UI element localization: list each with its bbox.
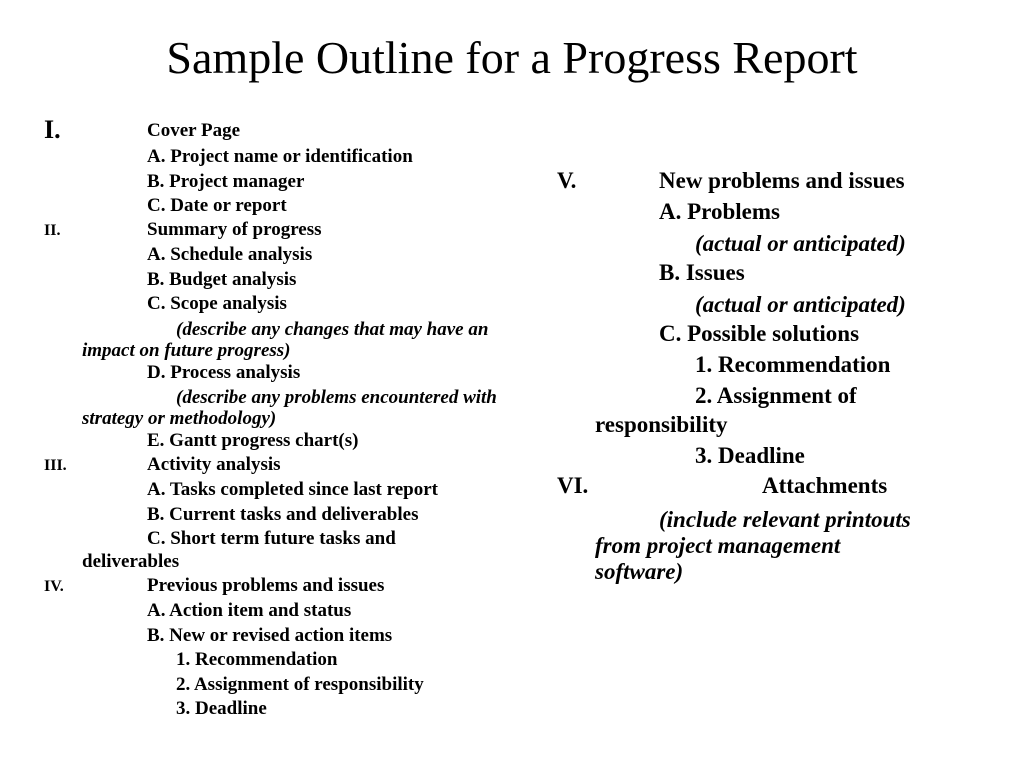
- section-number: III.: [44, 457, 67, 474]
- outline-item: B. Current tasks and deliverables: [147, 504, 419, 525]
- section-number: I.: [44, 115, 61, 144]
- outline-item: C. Short term future tasks and: [147, 528, 396, 549]
- section-number: V.: [557, 168, 577, 193]
- section-number: IV.: [44, 578, 64, 595]
- outline-item: B. Issues: [659, 260, 745, 285]
- section-heading: Attachments: [762, 473, 888, 498]
- outline-note: (include relevant printouts: [659, 507, 911, 532]
- slide-title: Sample Outline for a Progress Report: [166, 32, 858, 83]
- outline-item: C. Scope analysis: [147, 293, 287, 314]
- section-heading: New problems and issues: [659, 168, 905, 193]
- outline-note: from project management: [595, 533, 841, 558]
- section-number: II.: [44, 222, 61, 239]
- outline-note: impact on future progress): [82, 340, 291, 361]
- section-heading: Activity analysis: [147, 454, 281, 475]
- outline-note: (actual or anticipated): [695, 292, 906, 317]
- outline-note: (actual or anticipated): [695, 231, 906, 256]
- outline-item: D. Process analysis: [147, 362, 301, 383]
- outline-item: C. Date or report: [147, 195, 287, 216]
- outline-subitem: 1. Recommendation: [176, 649, 338, 670]
- outline-item: C. Possible solutions: [659, 321, 860, 346]
- outline-item: A. Schedule analysis: [147, 244, 313, 265]
- outline-item: A. Project name or identification: [147, 146, 413, 167]
- outline-note: (describe any problems encountered with: [176, 387, 497, 408]
- outline-item: B. Budget analysis: [147, 269, 297, 290]
- outline-item: A. Problems: [659, 199, 780, 224]
- outline-subitem: 2. Assignment of responsibility: [176, 674, 424, 695]
- outline-item: A. Tasks completed since last report: [147, 479, 438, 500]
- section-number: VI.: [557, 473, 589, 498]
- section-heading: Previous problems and issues: [147, 575, 385, 596]
- outline-subitem: 3. Deadline: [695, 443, 805, 468]
- outline-subitem: 2. Assignment of: [695, 383, 857, 408]
- outline-subitem: responsibility: [595, 412, 728, 437]
- outline-item: deliverables: [82, 551, 180, 572]
- outline-item: E. Gantt progress chart(s): [147, 430, 359, 451]
- outline-subitem: 1. Recommendation: [695, 352, 891, 377]
- section-heading: Cover Page: [147, 120, 241, 141]
- outline-subitem: 3. Deadline: [176, 698, 267, 719]
- outline-item: B. Project manager: [147, 171, 305, 192]
- outline-note: software): [595, 559, 684, 584]
- section-heading: Summary of progress: [147, 219, 322, 240]
- outline-item: A. Action item and status: [147, 600, 352, 621]
- outline-item: B. New or revised action items: [147, 625, 393, 646]
- outline-note: (describe any changes that may have an: [176, 319, 489, 340]
- outline-note: strategy or methodology): [82, 408, 277, 429]
